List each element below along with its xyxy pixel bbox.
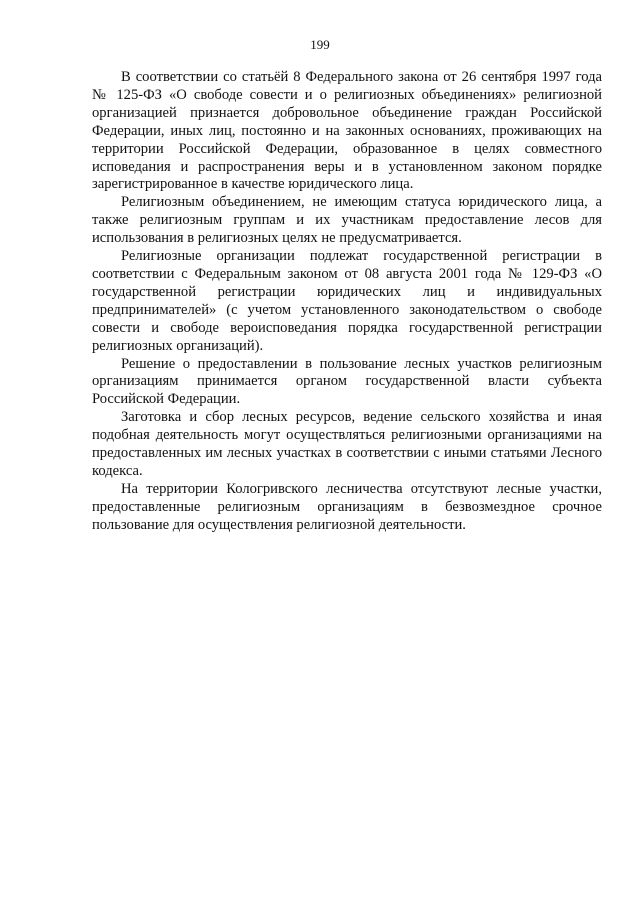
paragraph-decision-authority: Решение о предоставлении в пользование лесных участков религиозным организациям принимается органом государственной власти субъекта Российской Федерации. [92,355,602,408]
document-body [92,69,602,535]
paragraph-kologriv-forestry-status: На территории Кологривского лесничества отсутствуют лесные участки, предоставленные религиозным организациям в безвозмездное срочное пользование для осуществления религиозной деятельности. [92,480,602,533]
paragraph-religious-associations-no-forest-use: Религиозным объединением, не имеющим статуса юридического лица, а также религиозным группам и их участникам предоставление лесов для использования в религиозных целях не предусматривается. [92,194,602,247]
paragraph-state-registration: Религиозные организации подлежат государственной регистрации в соответствии с Федеральным законом от 08 августа 2001 года № 129-ФЗ «О государственной регистрации юридических лиц и индивидуальных предпринимателей» (с учетом установленного законодательством о свободе совести и свободе вероисповедания порядка государственной регистрации религиозных организаций). [92,248,602,354]
paragraph-religious-organization-definition: В соответствии со статьёй 8 Федерального закона от 26 сентября 1997 года № 125-ФЗ «О свободе совести и о религиозных объединениях» религиозной организацией признается добровольное объединение граждан Российской Федерации, иных лиц, постоянно и на законных основаниях, проживающих на территории Российской Федерации, образованное в целях совместного исповедания и распространения веры и в установленном законом порядке зарегистрированное в качестве юридического лица. [92,69,602,193]
page-number: 199 [310,37,330,52]
paragraph-forest-resources-harvesting: Заготовка и сбор лесных ресурсов, ведение сельского хозяйства и иная подобная деятельность могут осуществляться религиозными организациями на предоставленных им лесных участках в соответствии с иными статьями Лесного кодекса. [92,409,602,479]
